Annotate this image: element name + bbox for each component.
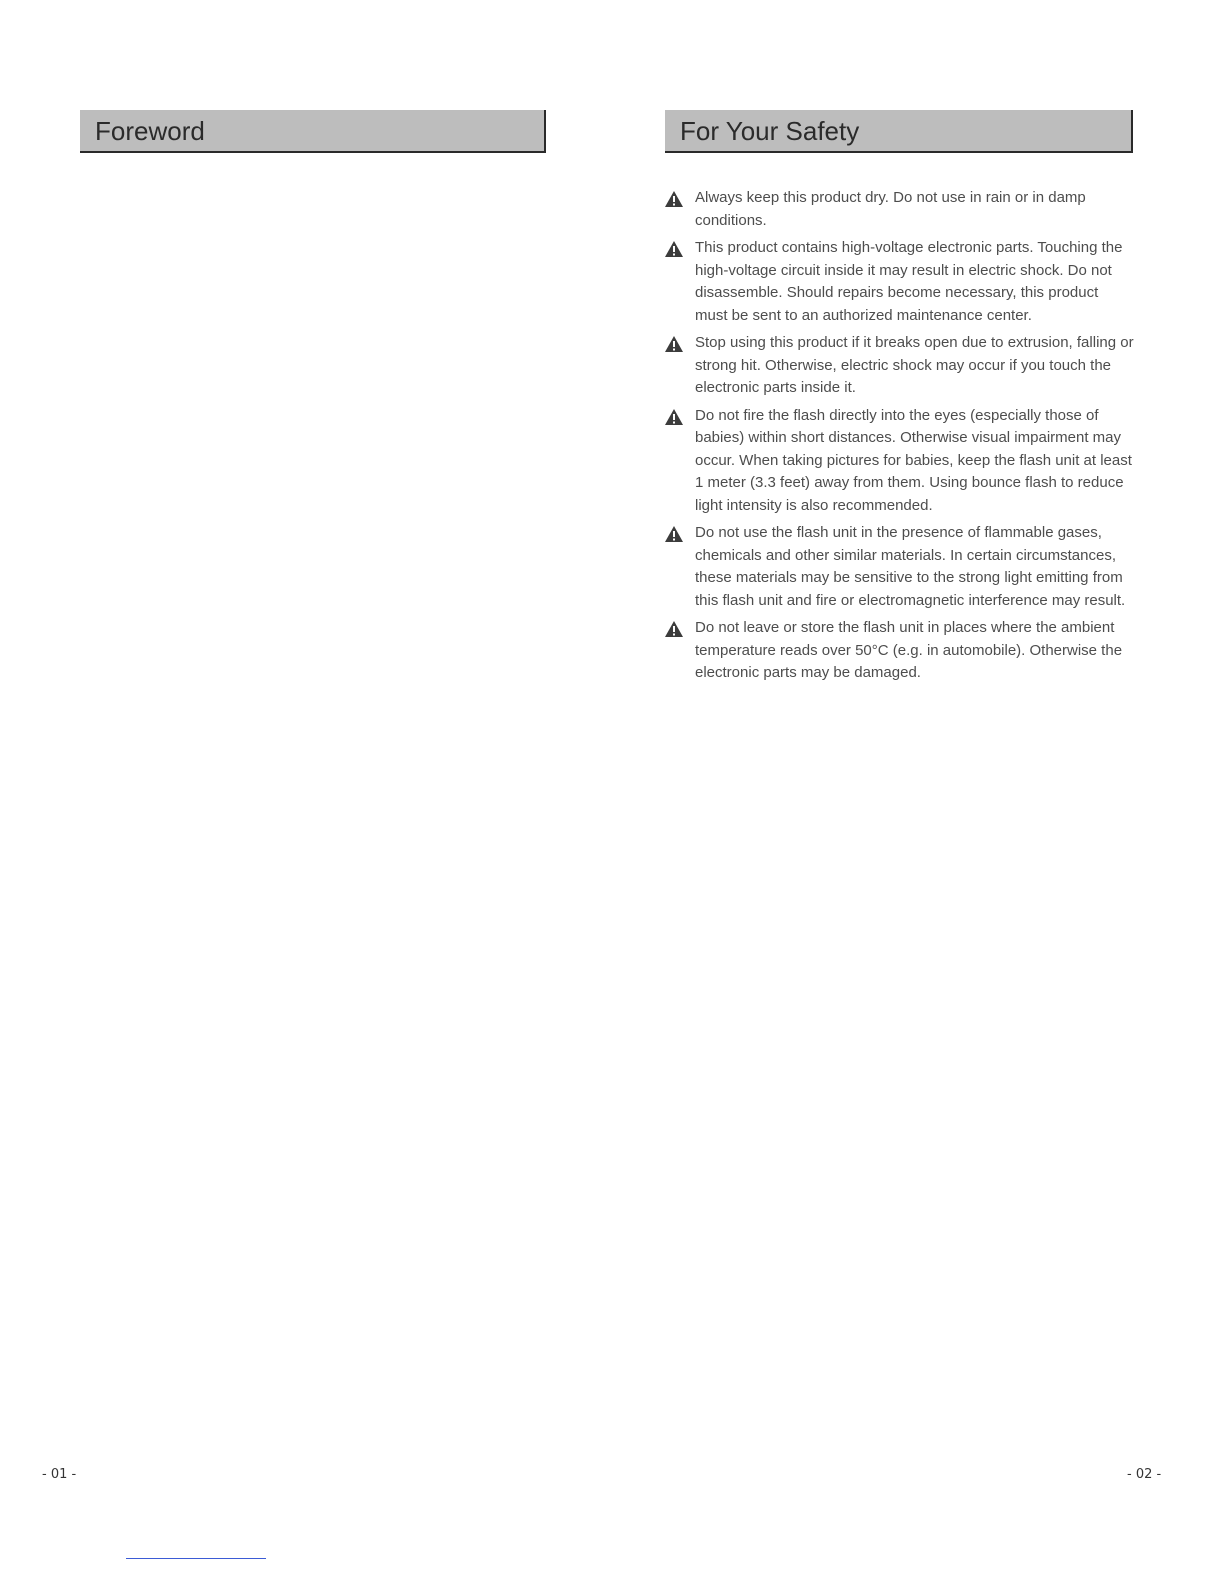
safety-warning-item (664, 405, 1134, 518)
safety-warning-item (664, 522, 1134, 612)
safety-warning-item (664, 332, 1134, 400)
safety-warning-item (664, 187, 1134, 232)
warning-triangle-icon (664, 620, 684, 638)
page-number-right: - 02 - (1127, 1467, 1162, 1482)
safety-title: For Your Safety (680, 116, 860, 146)
safety-warning-item (664, 237, 1134, 327)
warning-triangle-icon (664, 335, 684, 353)
bottom-divider-line (126, 1558, 266, 1559)
safety-warning-text: Stop using this product if it breaks open due to extrusion, falling or strong hit. Otherwise, electric shock may occur if you touch the electronic parts inside it. (695, 334, 1134, 396)
safety-warning-text: Do not fire the flash directly into the eyes (especially those of babies) within short distances. Otherwise visual impairment may occur. When taking pictures for babies, keep the flash unit at least 1 meter (3.3 feet) away from them. Using bounce flash to reduce light intensity is also recommended. (695, 406, 1132, 514)
safety-warning-text: This product contains high-voltage electronic parts. Touching the high-voltage circuit inside it may result in electric shock. Do not disassemble. Should repairs become necessary, this product must be sent to an authorized maintenance center. (695, 239, 1123, 324)
safety-warning-text: Do not leave or store the flash unit in places where the ambient temperature reads over 50°C (e.g. in automobile). Otherwise the electronic parts may be damaged. (695, 619, 1123, 681)
safety-warning-item (664, 617, 1134, 685)
foreword-header-bar (80, 110, 546, 153)
warning-triangle-icon (664, 525, 684, 543)
safety-warning-text: Do not use the flash unit in the presence of flammable gases, chemicals and other similar materials. In certain circumstances, these materials may be sensitive to the strong light emitting from this flash unit and fire or electromagnetic interference may result. (695, 524, 1126, 609)
safety-warning-text: Always keep this product dry. Do not use in rain or in damp conditions. (695, 189, 1086, 229)
page-number-left: - 01 - (42, 1467, 77, 1482)
safety-header-bar (665, 110, 1133, 153)
warning-triangle-icon (664, 190, 684, 208)
safety-warning-list (664, 187, 1134, 690)
warning-triangle-icon (664, 240, 684, 258)
foreword-title: Foreword (95, 116, 205, 146)
warning-triangle-icon (664, 408, 684, 426)
